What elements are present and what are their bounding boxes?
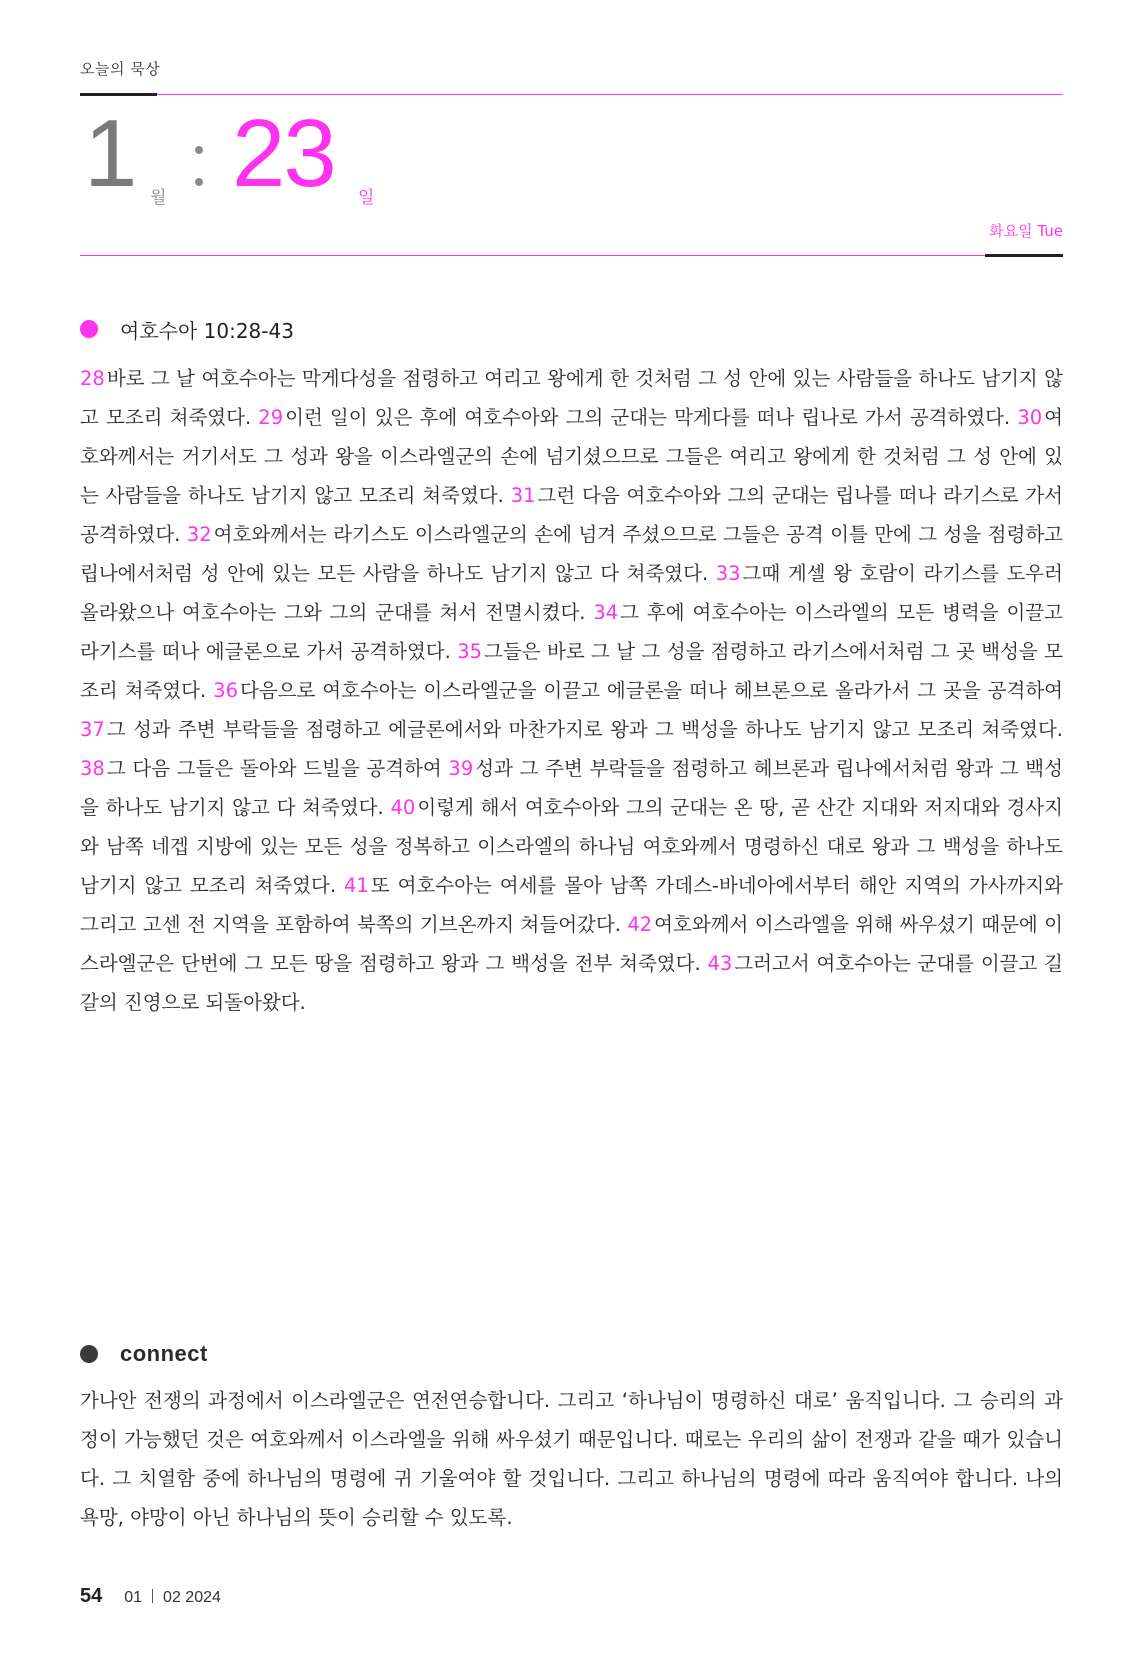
verse-text: 그들은 바로 그 날 그 성을 점령하고 라기스에서처럼 그 곳 백성을 모조리 쳐죽였다.	[80, 640, 1063, 702]
verse-text: 성과 그 주변 부락들을 점령하고 헤브론과 립나에서처럼 왕과 그 백성을 하나도 남기지 않고 다 쳐죽였다.	[80, 757, 1063, 819]
verse-number: 34	[593, 601, 619, 624]
date-month: 1	[84, 100, 138, 207]
verse-number: 32	[186, 523, 212, 546]
verse-text: 여호와께서 이스라엘을 위해 싸우셨기 때문에 이스라엘군은 단번에 그 모든 땅을 점령하고 왕과 그 백성을 전부 쳐죽였다.	[80, 913, 1063, 975]
date-day: 23	[232, 100, 335, 207]
header-label: 오늘의 묵상	[80, 60, 161, 78]
verse-number: 35	[457, 640, 483, 663]
weekday-label: 화요일 Tue	[989, 222, 1063, 240]
issue-year: 02 2024	[163, 1589, 221, 1606]
verse-number: 28	[80, 367, 105, 390]
issue-month: 01	[124, 1589, 143, 1606]
dark-bullet-icon	[80, 1345, 98, 1363]
date-day-unit: 일	[358, 188, 375, 208]
date-colon-icon	[195, 146, 203, 190]
top-rule-accent	[80, 93, 157, 96]
verse-text: 그 다음 그들은 돌아와 드빌을 공격하여	[106, 757, 442, 780]
verse-number: 29	[258, 406, 284, 429]
verse-number: 40	[390, 796, 416, 819]
verse-number: 42	[627, 913, 653, 936]
middle-rule-accent	[985, 254, 1063, 257]
pink-bullet-icon	[80, 320, 98, 338]
date-month-unit: 월	[150, 188, 167, 208]
verse-number: 36	[213, 679, 238, 702]
verse-text: 이렇게 해서 여호수아와 그의 군대는 온 땅, 곧 산간 지대와 저지대와 경사지와 남쪽 네겝 지방에 있는 모든 성을 정복하고 이스라엘의 하나님 여호와께서 명령하신 대로 왕과 그 백성을 하나도 남기지 않고 모조리 쳐죽였다.	[80, 796, 1063, 897]
scripture-body	[80, 359, 1063, 1022]
connect-heading	[80, 1340, 208, 1368]
scripture-reference: 여호수아 10:28-43	[120, 318, 294, 343]
top-rule	[80, 94, 1063, 95]
issue-info	[124, 1589, 221, 1607]
verse-text: 바로 그 날 여호수아는 막게다성을 점령하고 여리고 왕에게 한 것처럼 그 성 안에 있는 사람들을 하나도 남기지 않고 모조리 쳐죽였다.	[80, 367, 1063, 429]
middle-rule	[80, 255, 1063, 256]
verse-text: 또 여호수아는 여세를 몰아 남쪽 가데스-바네아에서부터 해안 지역의 가사까지와 그리고 고센 전 지역을 포함하여 북쪽의 기브온까지 쳐들어갔다.	[80, 874, 1064, 936]
verse-text: 여호와께서는 라기스도 이스라엘군의 손에 넘겨 주셨으므로 그들은 공격 이틀 만에 그 성을 점령하고 립나에서처럼 성 안에 있는 모든 사람을 하나도 남기지 않고 다 쳐죽였다.	[80, 523, 1063, 585]
scripture-heading	[80, 316, 294, 342]
verse-number: 30	[1017, 406, 1043, 429]
verse-number: 38	[80, 757, 105, 780]
verse-text: 그때 게셀 왕 호람이 라기스를 도우러 올라왔으나 여호수아는 그와 그의 군대를 쳐서 전멸시켰다.	[80, 562, 1063, 624]
verse-text: 그런 다음 여호수아와 그의 군대는 립나를 떠나 라기스로 가서 공격하였다.	[80, 484, 1063, 546]
verse-text: 그 성과 주변 부락들을 점령하고 에글론에서와 마찬가지로 왕과 그 백성을 하나도 남기지 않고 모조리 쳐죽였다.	[106, 718, 1063, 741]
verse-text: 다음으로 여호수아는 이스라엘군을 이끌고 에글론을 떠나 헤브론으로 올라가서 그 곳을 공격하여	[239, 679, 1064, 702]
verse-number: 31	[510, 484, 536, 507]
verse-text: 그 후에 여호수아는 이스라엘의 모든 병력을 이끌고 라기스를 떠나 에글론으로 가서 공격하였다.	[80, 601, 1063, 663]
verse-number: 41	[344, 874, 369, 897]
verse-text: 이런 일이 있은 후에 여호수아와 그의 군대는 막게다를 떠나 립나로 가서 공격하였다.	[285, 406, 1011, 429]
page-number: 54	[80, 1585, 103, 1607]
connect-title: connect	[120, 1341, 208, 1366]
issue-separator	[152, 1589, 153, 1603]
connect-body: 가나안 전쟁의 과정에서 이스라엘군은 연전연승합니다. 그리고 ‘하나님이 명령하신 대로’ 움직입니다. 그 승리의 과정이 가능했던 것은 여호와께서 이스라엘을 위해 싸우셨기 때문입니다. 때로는 우리의 삶이 전쟁과 같을 때가 있습니다. 그 치열함 중에 하나님의 명령에 귀 기울여야 할 것입니다. 그리고 하나님의 명령에 따라 움직여야 합니다. 나의 욕망, 야망이 아닌 하나님의 뜻이 승리할 수 있도록.	[80, 1389, 1063, 1529]
verse-number: 33	[715, 562, 741, 585]
verse-text: 그러고서 여호수아는 군대를 이끌고 길갈의 진영으로 되돌아왔다.	[80, 952, 1063, 1014]
page-footer	[80, 1585, 221, 1608]
verse-text: 여호와께서는 거기서도 그 성과 왕을 이스라엘군의 손에 넘기셨으므로 그들은 여리고 왕에게 한 것처럼 그 성 안에 있는 사람들을 하나도 남기지 않고 모조리 쳐죽였다.	[80, 406, 1064, 507]
verse-number: 37	[80, 718, 105, 741]
verse-number: 39	[448, 757, 474, 780]
verse-number: 43	[707, 952, 733, 975]
